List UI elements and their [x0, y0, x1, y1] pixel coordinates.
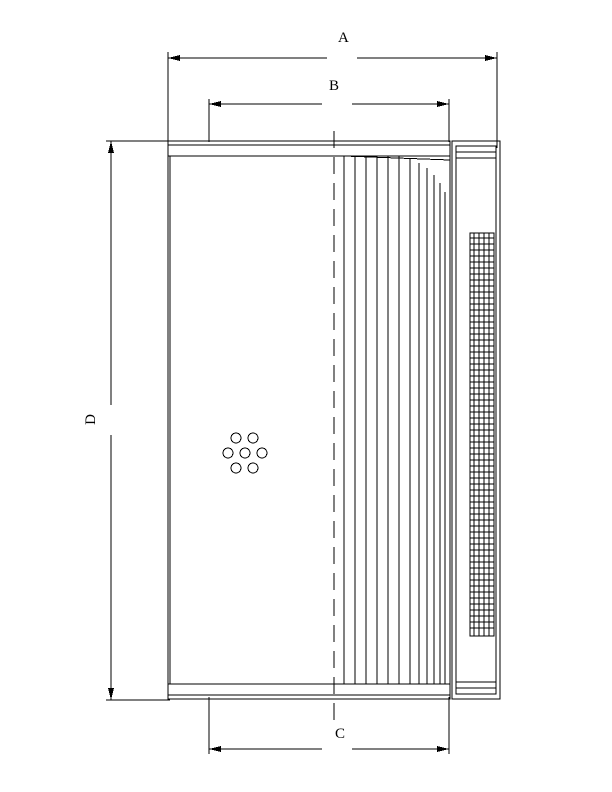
perforation-holes — [223, 433, 267, 473]
dimension-label-d: D — [82, 414, 99, 425]
element-body — [168, 141, 450, 699]
mesh-screen-housing — [452, 141, 500, 699]
dimension-label-c: C — [335, 726, 346, 742]
dimension-c-group — [209, 697, 449, 754]
dimension-b-group — [209, 99, 449, 142]
dimension-label-b: B — [329, 78, 340, 94]
dimension-a-group — [168, 52, 497, 148]
pleat-pack-hatching — [344, 156, 450, 684]
dimension-label-a: A — [338, 30, 349, 46]
dimension-d-group — [106, 141, 170, 700]
